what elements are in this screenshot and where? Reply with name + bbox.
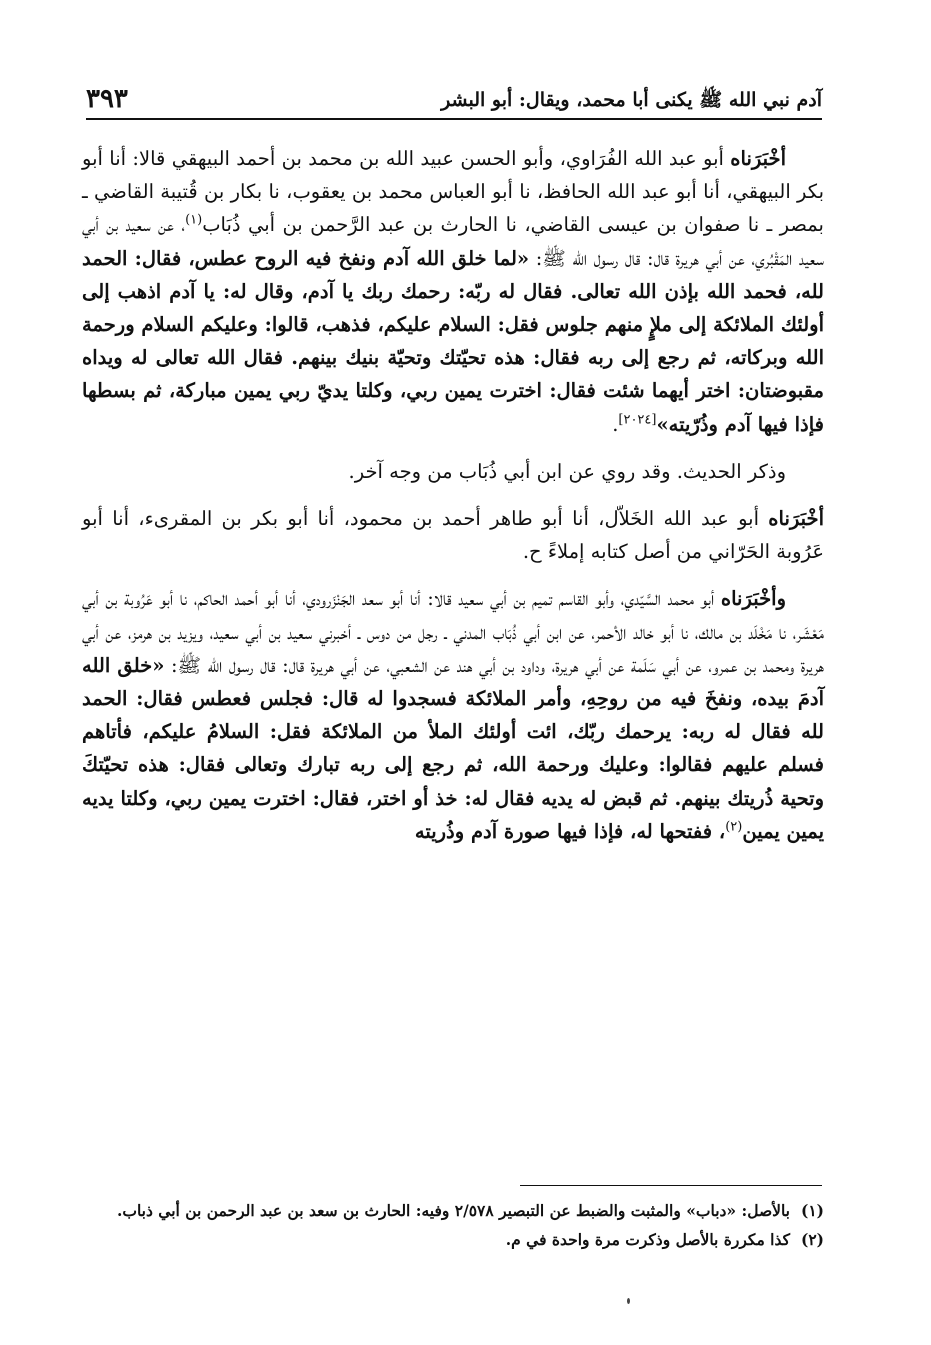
footnote-2-text: كذا مكررة بالأصل وذكرت مرة واحدة في م. bbox=[505, 1230, 790, 1249]
footnote-rule bbox=[520, 1185, 822, 1186]
paragraph-1-lead: أخْبَرَناه bbox=[730, 147, 786, 170]
header-rule bbox=[86, 118, 822, 120]
footnote-2 bbox=[82, 1225, 824, 1254]
paragraph-1-text-a: أبو عبد الله الفُرَاوي، وأبو الحسن عبيد الله بن محمد بن أحمد البيهقي قالا: أنا أبو بكر البيهقي، أنا أبو عبد الله الحافظ، نا أبو العباس محمد بن يعقوب، نا بكار بن قُتيبة القاضي ـ بمصر ـ نا صفوان بن عيسى القاضي، نا الحارث بن عبد الرَّحمن بن أبي ذُبَاب bbox=[82, 147, 824, 237]
main-text bbox=[82, 142, 824, 848]
hadith-quote-2a: «خلق الله آدمَ بيده، ونفخَ فيه من روحِهِ، وأمر الملائكة فسجدوا له قال: فجلس فعطس فقال: الحمد لله فقال له ربه: يرحمك ربّك، ائت أولئك الملأ من الملائكة فقل: السلامُ عليكم، فأتاهم فسلم عليهم فقالوا: وعليك ورحمة الله، ثم رجع إلى ربه تبارك وتعالى فقال: هذه تحيّتكَ وتحية ذُريتك بينهم. ثم قبض له يديه فقال له: خذ أو اختر، فقال: اخترت يمين ربي، وكلتا يديه يمين يمين bbox=[82, 653, 824, 843]
paragraph-2: وذكر الحديث. وقد روي عن ابن أبي ذُبَاب من وجه آخر. bbox=[348, 459, 786, 483]
page-number: ٣٩٣ bbox=[86, 84, 128, 114]
header-title: آدم نبي الله ﷺ يكنى أبا محمد، ويقال: أبو البشر bbox=[441, 89, 822, 111]
paragraph-1-text-b: ، عن سعيد بن أبي سعيد المَقْبُري، عن أبي هريرة قال: قال رسول الله ﷺ: bbox=[82, 213, 824, 270]
hadith-quote-1: «لما خلق الله آدم ونفخ فيه الروح عطس، فقال: الحمد لله، فحمد الله بإذن الله تعالى. فقال له ربّه: رحمك ربك يا آدم، وقال له: يا آدم اذهب إلى أولئك الملائكة إلى ملإٍ منهم جلوس فقل: السلام عليكم، فذهب، قالوا: وعليكم السلام ورحمة الله وبركاته، ثم رجع إلى ربه فقال: هذه تحيّتك وتحيّة بنيك بينهم. فقال الله تعالى له ويداه مقبوضتان: اختر أيهما شئت فقال: اخترت يمين ربي، وكلتا يديّ ربي يمين مباركة، ثم بسطها فإذا فيها آدم وذُرّيته» bbox=[82, 246, 824, 436]
footnotes bbox=[82, 1196, 824, 1254]
running-header bbox=[86, 82, 822, 122]
footnote-2-number: (٢) bbox=[800, 1230, 824, 1249]
paragraph-3-text: أبو عبد الله الخَلاّل، أنا أبو طاهر أحمد بن محمود، أنا أبو بكر بن المقرىء، أنا أبو عَرُوبة الحَرّاني من أصل كتابه إملاءً ح. bbox=[82, 507, 824, 564]
paragraph-4-lead: وأخْبَرَناه bbox=[720, 587, 786, 611]
footnote-1 bbox=[82, 1196, 824, 1225]
hadith-quote-2b: ، ففتحها له، فإذا فيها صورة آدم وذُريته bbox=[414, 819, 726, 843]
footnote-2-marker[interactable]: (٢) bbox=[725, 819, 743, 835]
scan-smudge bbox=[627, 1298, 630, 1304]
hadith-reference-number: [٢٠٢٤] bbox=[618, 412, 657, 428]
footnote-1-text: بالأصل: «دباب» والمثبت والضبط عن التبصير ٢/٥٧٨ وفيه: الحارث بن سعد بن عبد الرحمن بن أبي ذباب. bbox=[116, 1201, 790, 1220]
paragraph-3 bbox=[82, 502, 824, 568]
paragraph-4 bbox=[82, 582, 824, 848]
paragraph-1 bbox=[82, 142, 824, 441]
footnote-1-number: (١) bbox=[800, 1201, 824, 1220]
paragraph-1-end: . bbox=[612, 412, 619, 436]
footnote-1-marker[interactable]: (١) bbox=[185, 212, 203, 228]
paragraph-3-lead: أخْبَرَناه bbox=[768, 507, 824, 531]
paragraph-4-text-a: أبو محمد السَّيّدي، وأبو القاسم تميم بن أبي سعيد قالا: أنا أبو سعد الجَنْزَرودي، أنا أبو أحمد الحاكم، نا أبو عَرُوبة بن أبي مَعْشَر، نا مَخْلَد بن مالك، نا أبو خالد الأحمر، عن ابن أبي ذُبَاب المدني ـ رجل من دوس ـ أخبرني سعيد بن أبي سعيد، ويزيد بن هرمز، عن أبي هريرة ومحمد بن عمرو، عن أبي سَلَمة عن أبي هريرة، وداود بن أبي هند عن الشعبي، عن أبي هريرة قال: قال رسول الله ﷺ: bbox=[82, 587, 824, 677]
